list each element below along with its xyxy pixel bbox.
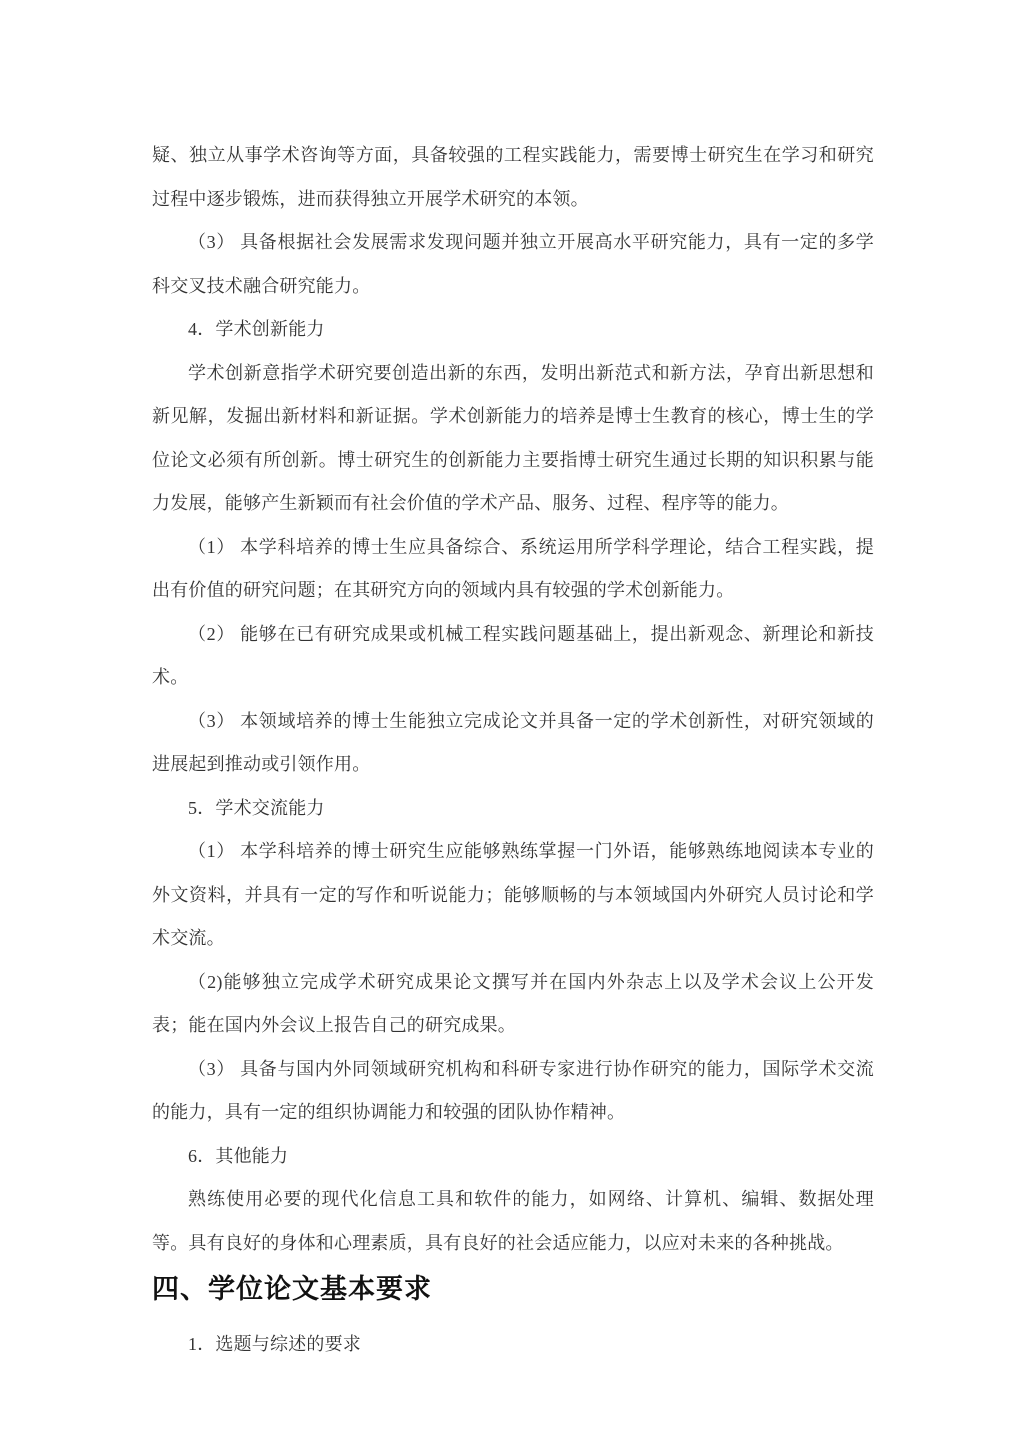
- body-paragraph: 4．学术创新能力: [188, 319, 325, 339]
- document-content: [152, 134, 874, 1367]
- body-paragraph: 1．选题与综述的要求: [188, 1334, 361, 1354]
- body-paragraph: （1） 本学科培养的博士生应具备综合、系统运用所学科学理论，结合工程实践，提出有价值的研究问题；在其研究方向的领域内具有较强的学术创新能力。: [152, 536, 874, 600]
- body-paragraph: （2） 能够在已有研究成果或机械工程实践问题基础上，提出新观念、新理论和新技术。: [152, 623, 874, 687]
- body-paragraph: （3） 具备根据社会发展需求发现问题并独立开展高水平研究能力，具有一定的多学科交叉技术融合研究能力。: [152, 232, 874, 296]
- body-paragraph: 学术创新意指学术研究要创造出新的东西，发明出新范式和新方法，孕育出新思想和新见解，发掘出新材料和新证据。学术创新能力的培养是博士生教育的核心，博士生的学位论文必须有所创新。博士研究生的创新能力主要指博士研究生通过长期的知识积累与能力发展，能够产生新颖而有社会价值的学术产品、服务、过程、程序等的能力。: [152, 362, 874, 513]
- body-paragraph: 疑、独立从事学术咨询等方面，具备较强的工程实践能力，需要博士研究生在学习和研究过程中逐步锻炼，进而获得独立开展学术研究的本领。: [152, 145, 874, 209]
- body-paragraph: （1） 本学科培养的博士研究生应能够熟练掌握一门外语，能够熟练地阅读本专业的外文资料，并具有一定的写作和听说能力；能够顺畅的与本领域国内外研究人员讨论和学术交流。: [152, 841, 874, 948]
- body-paragraph: （2)能够独立完成学术研究成果论文撰写并在国内外杂志上以及学术会议上公开发表；能在国内外会议上报告自己的研究成果。: [152, 971, 874, 1035]
- section-heading: 四、学位论文基本要求: [152, 1274, 432, 1304]
- body-paragraph: 熟练使用必要的现代化信息工具和软件的能力，如网络、计算机、编辑、数据处理等。具有良好的身体和心理素质，具有良好的社会适应能力，以应对未来的各种挑战。: [152, 1189, 874, 1253]
- body-paragraph: 5．学术交流能力: [188, 797, 325, 818]
- body-paragraph: （3） 具备与国内外同领域研究机构和科研专家进行协作研究的能力，国际学术交流的能力，具有一定的组织协调能力和较强的团队协作精神。: [152, 1058, 874, 1122]
- body-paragraph: 6．其他能力: [188, 1145, 289, 1166]
- body-paragraph: （3） 本领域培养的博士生能独立完成论文并具备一定的学术创新性，对研究领域的进展起到推动或引领作用。: [152, 710, 874, 774]
